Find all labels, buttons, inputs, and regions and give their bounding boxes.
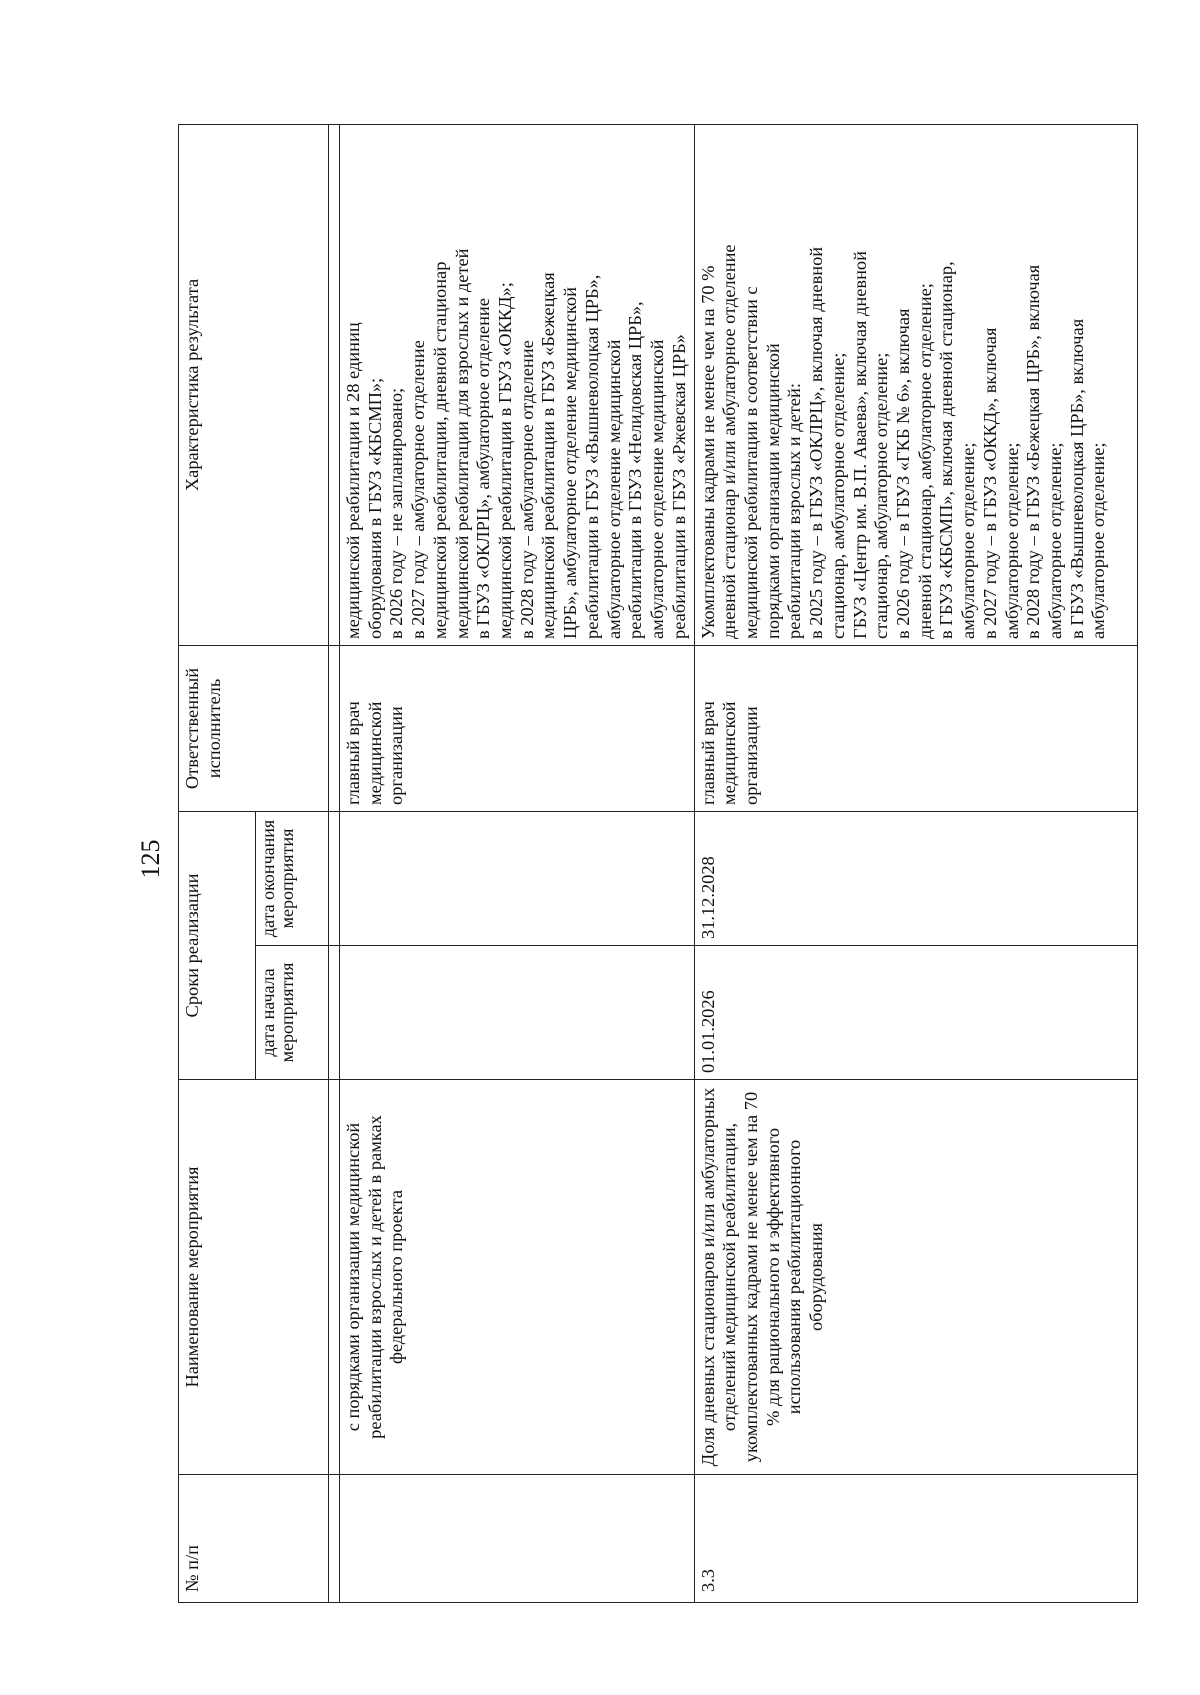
result-line: в 2027 году – в ГБУЗ «ОККД», включая bbox=[979, 327, 1000, 639]
result-line: реабилитации в ГБУЗ «Ржевская ЦРБ» bbox=[668, 334, 689, 639]
result-line: в 2028 году – амбулаторное отделение bbox=[516, 340, 537, 639]
result-line: амбулаторное отделение; bbox=[1088, 442, 1109, 639]
result-line: в 2026 году – не запланировано; bbox=[386, 387, 407, 639]
result-line: порядками организации медицинской bbox=[762, 343, 783, 639]
result-line: дневной стационар, амбулаторное отделение; bbox=[914, 283, 935, 639]
result-line: Укомплектованы кадрами не менее чем на 70 % bbox=[697, 265, 718, 639]
measures-table bbox=[178, 124, 1138, 1603]
spacer-row bbox=[329, 124, 340, 1602]
result-line: амбулаторное отделение медицинской bbox=[603, 339, 624, 639]
result-line: реабилитации в ГБУЗ «Вышневолоцкая ЦРБ», bbox=[581, 274, 602, 639]
result-line: в ГБУЗ «ОКЛРЦ», амбулаторное отделение bbox=[473, 298, 494, 639]
row-name: с порядками организации медицинской реабилитации взрослых и детей в рамках федерального проекта bbox=[340, 1080, 695, 1475]
header-row-1 bbox=[179, 124, 256, 1602]
row-result bbox=[694, 124, 1137, 645]
result-line: ЦРБ», амбулаторное отделение медицинской bbox=[560, 287, 581, 639]
result-line: реабилитации в ГБУЗ «Нелидовская ЦРБ», bbox=[625, 301, 646, 639]
header-start: дата начала мероприятия bbox=[256, 946, 329, 1080]
row-start: 01.01.2026 bbox=[694, 946, 1137, 1080]
result-line: стационар, амбулаторное отделение; bbox=[827, 352, 848, 639]
header-name: Наименование мероприятия bbox=[179, 1080, 329, 1475]
result-line: в 2025 году – в ГБУЗ «ОКЛРЦ», включая дневной bbox=[806, 246, 827, 639]
result-line: медицинской реабилитации в ГБУЗ «Бежецкая bbox=[538, 272, 559, 639]
header-num: № п/п bbox=[179, 1475, 329, 1603]
result-line: в 2028 году – в ГБУЗ «Бежецкая ЦРБ», включая bbox=[1023, 264, 1044, 639]
result-line: ГБУЗ «Центр им. В.П. Аваева», включая дневной bbox=[849, 251, 870, 639]
page-number: 125 bbox=[136, 839, 165, 879]
header-result: Характеристика результата bbox=[179, 124, 329, 645]
result-line: амбулаторное отделение; bbox=[1045, 442, 1065, 639]
result-line: амбулаторное отделение; bbox=[1001, 442, 1022, 639]
table-row bbox=[340, 124, 695, 1602]
row-responsible: главный врач медицинской организации bbox=[694, 645, 1137, 811]
result-line: в ГБУЗ «КБСМП», включая дневной стационар, bbox=[936, 261, 957, 639]
result-line: амбулаторное отделение; bbox=[958, 442, 979, 639]
header-responsible: Ответственный исполнитель bbox=[179, 645, 329, 811]
row-num bbox=[340, 1475, 695, 1603]
result-line: реабилитации взрослых и детей: bbox=[784, 383, 805, 639]
header-end: дата окончания мероприятия bbox=[256, 811, 329, 945]
table-row bbox=[694, 124, 1137, 1602]
row-result bbox=[340, 124, 695, 645]
result-line: в ГБУЗ «Вышневолоцкая ЦРБ», включая bbox=[1066, 318, 1087, 639]
row-num: 3.3 bbox=[694, 1475, 1137, 1603]
result-line: в 2026 году – в ГБУЗ «ГКБ № 6», включая bbox=[892, 308, 913, 639]
row-end bbox=[340, 811, 695, 945]
header-terms: Сроки реализации bbox=[179, 811, 256, 1079]
result-line: медицинской реабилитации в соответствии с bbox=[740, 286, 761, 639]
rotated-page bbox=[98, 75, 1158, 1643]
row-end: 31.12.2028 bbox=[694, 811, 1137, 945]
result-line: медицинской реабилитации в ГБУЗ «ОККД»; bbox=[495, 282, 516, 639]
result-line: стационар, амбулаторное отделение; bbox=[871, 352, 892, 639]
result-line: медицинской реабилитации для взрослых и детей bbox=[451, 248, 472, 639]
row-responsible: главный врач медицинской организации bbox=[340, 645, 695, 811]
row-name: Доля дневных стационаров и/или амбулаторных отделений медицинской реабилитации, укомплектованных кадрами не менее чем на 70 % для рационального и эффективного использования реабилитационного оборудования bbox=[694, 1080, 1137, 1475]
result-line: в 2027 году – амбулаторное отделение bbox=[408, 340, 429, 639]
result-line: оборудования в ГБУЗ «КБСМП»; bbox=[364, 377, 385, 639]
result-line: дневной стационар и/или амбулаторное отделение bbox=[719, 244, 740, 639]
result-line: медицинской реабилитации и 28 единиц bbox=[343, 322, 363, 639]
result-line: медицинской реабилитации, дневной стационар bbox=[429, 261, 450, 639]
result-line: амбулаторное отделение медицинской bbox=[647, 339, 668, 639]
row-start bbox=[340, 946, 695, 1080]
